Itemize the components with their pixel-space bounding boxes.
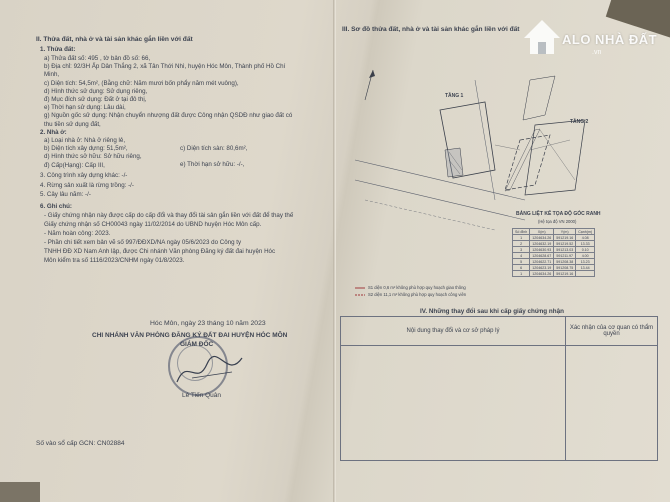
land-detail-line: a) Thửa đất số: 495 , tờ bản đồ số: 66, xyxy=(44,55,151,62)
coord-cell: 591219.16 xyxy=(554,235,576,241)
floor-2-label: TẦNG 2 xyxy=(570,119,589,125)
coord-cell: 1204630.93 xyxy=(530,247,554,253)
watermark-brand: ALO NHÀ ĐẤT xyxy=(562,32,658,47)
note-line: Môn kiểm tra số 1116/2023/CNHM ngày 01/8/2023. xyxy=(44,257,185,264)
asset-line: 3. Công trình xây dựng khác: -/- xyxy=(40,172,128,179)
coord-cell: 13.44 xyxy=(576,265,595,271)
house-heading: 2. Nhà ở: xyxy=(40,129,67,136)
coord-cell: 591213.03 xyxy=(554,247,576,253)
coord-cell: 591219.16 xyxy=(554,271,576,277)
section-title-land: II. Thửa đất, nhà ở và tài sản khác gắn liền với đất xyxy=(36,36,193,43)
coord-cell: 13.23 xyxy=(576,259,595,265)
coord-header-cell: Y(m) xyxy=(554,229,576,235)
plot-diagram xyxy=(345,40,665,310)
coord-cell: 6 xyxy=(513,265,530,271)
changes-table xyxy=(340,316,658,461)
coord-cell: 591208.75 xyxy=(554,265,576,271)
land-detail-line: e) Thời hạn sử dụng: Lâu dài, xyxy=(44,104,126,112)
legend-line-2: S2 diện 11,1 m² không phù hợp quy hoạch công viên xyxy=(368,292,467,297)
signature xyxy=(172,352,252,392)
issue-date: Hóc Môn, ngày 23 tháng 10 năm 2023 xyxy=(150,320,266,327)
coord-cell: 1204634.26 xyxy=(530,235,554,241)
house-detail-line: d) Hình thức sở hữu: Sở hữu riêng, xyxy=(44,153,142,161)
coord-cell xyxy=(576,271,595,277)
note-line: TNHH ĐĐ XD Nam Anh lập, được Chi nhánh Văn phòng Đăng ký đất đai huyện Hóc xyxy=(44,248,276,255)
coord-cell: 591211.97 xyxy=(554,253,576,259)
house-detail-line: e) Thời hạn sở hữu: -/-, xyxy=(180,161,245,169)
asset-line: 5. Cây lâu năm: -/- xyxy=(40,191,91,198)
coord-cell: 13.33 xyxy=(576,241,595,247)
coord-cell: 591208.38 xyxy=(554,259,576,265)
background-shadow xyxy=(0,482,40,502)
land-detail-line: d) Hình thức sử dụng: Sử dụng riêng, xyxy=(44,87,148,95)
coord-cell: 1 xyxy=(513,235,530,241)
house-logo-icon xyxy=(522,16,562,56)
coord-cell: 5 xyxy=(513,259,530,265)
director-title: GIÁM ĐỐC xyxy=(180,341,214,348)
watermark xyxy=(510,8,660,68)
notes-heading: 6. Ghi chú: xyxy=(40,203,72,210)
coord-cell: 2 xyxy=(513,241,530,247)
note-line: - Phần chi tiết xem bản vẽ số 997/ĐĐXD/NA ngày 05/6/2023 do Công ty xyxy=(44,239,242,246)
coord-cell: 1204623.19 xyxy=(530,265,554,271)
note-line: - Giấy chứng nhận này được cấp do cấp đổi và thay đổi tài sản gắn liền với đất để thay thế xyxy=(44,212,294,219)
watermark-domain: .vn xyxy=(592,49,602,56)
coord-table-subtitle: (Hệ tọa độ VN 2000) xyxy=(538,219,577,224)
house-detail-line: b) Diện tích xây dựng: 51,5m², xyxy=(44,145,128,153)
note-line: Giấy chứng nhận số CH00043 ngày 11/02/2014 do UBND huyện Hóc Môn cấp. xyxy=(44,221,262,228)
coord-cell: 1 xyxy=(513,271,530,277)
coordinate-table xyxy=(512,228,595,277)
coord-cell: 4.08 xyxy=(576,235,595,241)
land-detail-line: c) Diện tích: 54,5m², (Bằng chữ: Năm mươi bốn phẩy năm mét vuông), xyxy=(44,79,239,87)
coord-header-cell: Số đỉnh xyxy=(513,229,530,235)
changes-col-confirmation: Xác nhận của cơ quan có thẩm quyền xyxy=(566,317,658,346)
coord-header-cell: Cạnh(m) xyxy=(576,229,595,235)
floor-1-label: TẦNG 1 xyxy=(445,93,464,99)
coord-header-cell: X(m) xyxy=(530,229,554,235)
coord-cell: 0.10 xyxy=(576,247,595,253)
coord-cell: 1204634.26 xyxy=(530,271,554,277)
signer-name: Lê Tiến Quân xyxy=(182,392,222,399)
changes-empty-content xyxy=(341,346,566,461)
page-fold xyxy=(333,0,336,502)
land-detail-line: thu tiền sử dụng đất, xyxy=(44,120,101,128)
coord-cell: 1204622.71 xyxy=(530,259,554,265)
legend-line-1: S1 diện 0,6 m² không phù hợp quy hoạch giao thông xyxy=(368,285,466,290)
changes-empty-confirmation xyxy=(566,346,658,461)
house-detail-line: đ) Cấp(Hạng): Cấp III, xyxy=(44,161,105,169)
section-title-diagram: III. Sơ đồ thửa đất, nhà ở và tài sản khác gắn liền với đất xyxy=(342,26,520,33)
land-heading: 1. Thửa đất: xyxy=(40,46,76,53)
asset-line: 4. Rừng sản xuất là rừng trồng: -/- xyxy=(40,181,134,189)
coord-cell: 1204632.19 xyxy=(530,241,554,247)
coord-table-title: BẢNG LIỆT KÊ TỌA ĐỘ GÓC RANH xyxy=(516,211,601,217)
coord-cell: 4 xyxy=(513,253,530,259)
coord-cell: 591219.52 xyxy=(554,241,576,247)
house-detail-line: c) Diện tích sàn: 80,6m², xyxy=(180,145,248,152)
registration-number: Số vào sổ cấp GCN: CN02884 xyxy=(36,440,125,447)
house-detail-line: a) Loại nhà ở: Nhà ở riêng lẻ, xyxy=(44,137,126,144)
note-line: - Năm hoàn công: 2023. xyxy=(44,230,111,237)
agency-name: CHI NHÁNH VĂN PHÒNG ĐĂNG KÝ ĐẤT ĐAI HUYỆN HÓC MÔN xyxy=(92,332,288,339)
land-detail-line: g) Nguồn gốc sử dụng: Nhận chuyển nhượng đất được Công nhận QSDĐ như giao đất có xyxy=(44,112,293,120)
land-detail-line: đ) Mục đích sử dụng: Đất ở tại đô thị, xyxy=(44,96,147,103)
coord-row xyxy=(513,271,595,277)
changes-col-content: Nội dung thay đổi và cơ sở pháp lý xyxy=(341,317,566,346)
land-detail-line: Minh, xyxy=(44,71,60,79)
coord-cell: 3 xyxy=(513,247,530,253)
land-detail-line: b) Địa chỉ: 92/3H Ấp Dân Thắng 2, xã Tân Thới Nhì, huyện Hóc Môn, Thành phố Hồ Chí xyxy=(44,63,286,71)
coord-cell: 4.00 xyxy=(576,253,595,259)
coord-cell: 1204628.67 xyxy=(530,253,554,259)
changes-title: IV. Những thay đổi sau khi cấp giấy chứng nhận xyxy=(420,308,564,315)
